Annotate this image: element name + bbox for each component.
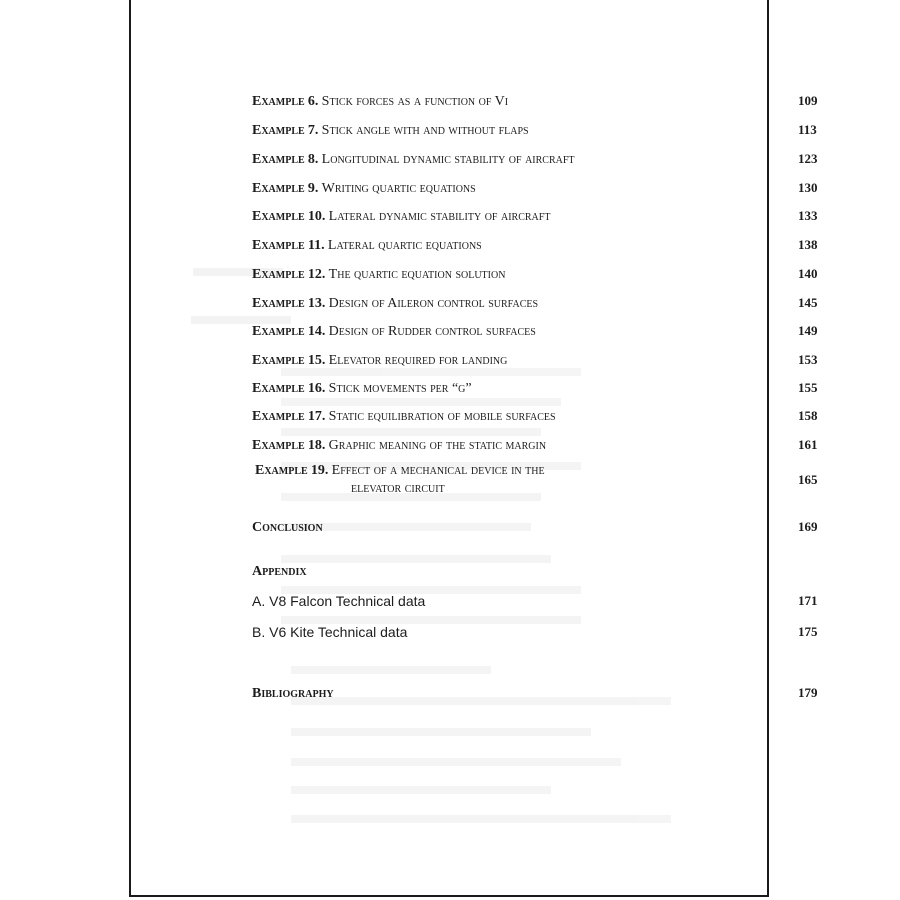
toc-entry-example-15 — [252, 352, 818, 369]
page-number: 149 — [798, 323, 818, 338]
toc-entry-example-8 — [252, 151, 818, 168]
toc-entry-example-17 — [252, 408, 818, 425]
page-number: 153 — [798, 352, 818, 367]
example-title: Lateral quartic equations — [327, 238, 482, 253]
toc-entry-example-9 — [252, 180, 818, 197]
appendix-item-title: A. V8 Falcon Technical data — [252, 593, 426, 609]
toc-entry-example-14 — [252, 323, 818, 340]
example-label: Example — [252, 324, 305, 339]
example-number: 11. — [307, 238, 325, 253]
example-label: Example — [252, 123, 305, 138]
appendix-item-title: B. V6 Kite Technical data — [252, 624, 408, 640]
page-number: 165 — [798, 472, 818, 487]
page-number: 179 — [798, 685, 818, 700]
example-title: Longitudinal dynamic stability of aircraft — [321, 152, 575, 167]
example-number: 13. — [307, 296, 326, 311]
example-label: Example — [255, 463, 308, 478]
example-number: 17. — [307, 409, 326, 424]
example-title: Elevator required for landing — [328, 353, 508, 368]
example-number: 6. — [307, 94, 319, 109]
appendix-heading: Appendix — [252, 564, 307, 579]
page-number: 145 — [798, 295, 818, 310]
toc-entry-appendix-b — [252, 624, 818, 641]
example-label: Example — [252, 238, 305, 253]
example-title-continued: elevator circuit — [351, 481, 445, 496]
toc-entry-example-6 — [252, 93, 818, 110]
page-number: 171 — [798, 593, 818, 608]
page-number: 113 — [798, 122, 817, 137]
page-number: 133 — [798, 208, 818, 223]
example-title: Writing quartic equations — [321, 181, 476, 196]
example-title: The quartic equation solution — [328, 267, 506, 282]
example-number: 10. — [307, 209, 326, 224]
page-number: 155 — [798, 380, 818, 395]
example-label: Example — [252, 209, 305, 224]
example-number: 18. — [307, 438, 326, 453]
toc-entry-example-7 — [252, 122, 817, 139]
page-number: 175 — [798, 624, 818, 639]
example-label: Example — [252, 438, 305, 453]
example-label: Example — [252, 267, 305, 282]
example-label: Example — [252, 152, 305, 167]
example-number: 12. — [307, 267, 326, 282]
bibliography-heading: Bibliography — [252, 686, 334, 701]
toc-entry-example-18 — [252, 437, 818, 454]
toc-entry-appendix-heading — [252, 563, 702, 580]
example-number: 7. — [307, 123, 319, 138]
toc-entry-bibliography — [252, 685, 818, 702]
example-title: Lateral dynamic stability of aircraft — [328, 209, 551, 224]
example-number: 19. — [310, 463, 329, 478]
example-number: 15. — [307, 353, 326, 368]
example-title: Effect of a mechanical device in the — [331, 463, 545, 478]
example-label: Example — [252, 381, 305, 396]
example-label: Example — [252, 181, 305, 196]
conclusion-heading: Conclusion — [252, 520, 323, 535]
toc-entry-conclusion — [252, 519, 818, 536]
page-number: 158 — [798, 408, 818, 423]
example-number: 16. — [307, 381, 326, 396]
example-title: Graphic meaning of the static margin — [328, 438, 547, 453]
example-label: Example — [252, 94, 305, 109]
toc-entry-example-13 — [252, 295, 818, 312]
example-label: Example — [252, 353, 305, 368]
example-label: Example — [252, 409, 305, 424]
page-number: 109 — [798, 93, 818, 108]
page-number: 161 — [798, 437, 818, 452]
toc-entry-appendix-a — [252, 593, 818, 610]
page-number: 169 — [798, 519, 818, 534]
page-number: 123 — [798, 151, 818, 166]
example-label: Example — [252, 296, 305, 311]
example-title: Static equilibration of mobile surfaces — [328, 409, 556, 424]
example-title: Design of Aileron control surfaces — [328, 296, 539, 311]
example-title: Stick movements per “g” — [328, 381, 472, 396]
toc-entry-example-16 — [252, 380, 818, 397]
toc-entry-example-19 — [255, 462, 818, 498]
example-title: Stick forces as a function of Vi — [321, 94, 509, 109]
example-number: 9. — [307, 181, 319, 196]
page-number: 138 — [798, 237, 818, 252]
example-number: 14. — [307, 324, 326, 339]
page-number: 130 — [798, 180, 818, 195]
example-title: Stick angle with and without flaps — [321, 123, 529, 138]
toc-entry-example-10 — [252, 208, 818, 225]
example-number: 8. — [307, 152, 319, 167]
page-number: 140 — [798, 266, 818, 281]
toc-entry-example-11 — [252, 237, 818, 254]
example-title: Design of Rudder control surfaces — [328, 324, 536, 339]
document-page — [129, 0, 818, 897]
toc-entry-example-12 — [252, 266, 818, 283]
